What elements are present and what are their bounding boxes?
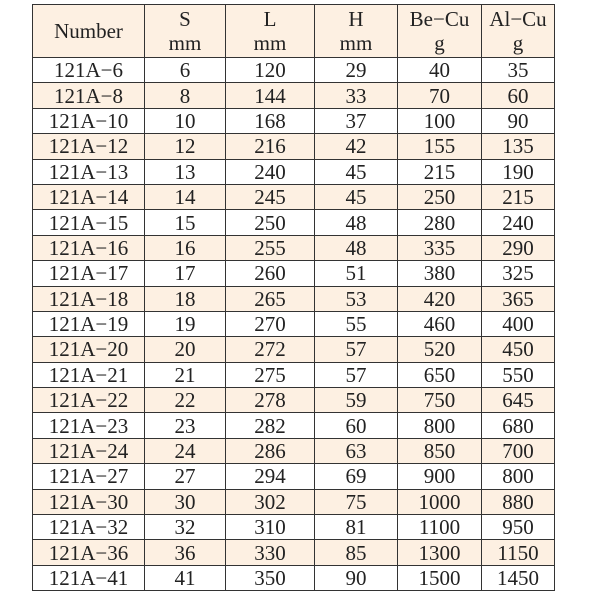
cell-h: 42: [315, 134, 398, 159]
cell-number: 121A−8: [33, 83, 145, 108]
cell-number: 121A−13: [33, 159, 145, 184]
table-row: [33, 108, 555, 133]
cell-s: 18: [145, 286, 226, 311]
cell-s: 16: [145, 235, 226, 260]
header-be-cu: Be−Cu g: [398, 5, 482, 58]
cell-number: 121A−24: [33, 438, 145, 463]
cell-l: 245: [226, 184, 315, 209]
cell-l: 275: [226, 362, 315, 387]
cell-be-cu: 40: [398, 58, 482, 83]
cell-al-cu: 60: [482, 83, 555, 108]
cell-h: 57: [315, 362, 398, 387]
cell-al-cu: 135: [482, 134, 555, 159]
cell-l: 270: [226, 311, 315, 336]
cell-s: 22: [145, 388, 226, 413]
cell-al-cu: 1450: [482, 565, 555, 590]
cell-number: 121A−17: [33, 261, 145, 286]
cell-al-cu: 800: [482, 464, 555, 489]
cell-number: 121A−14: [33, 184, 145, 209]
cell-l: 272: [226, 337, 315, 362]
cell-al-cu: 325: [482, 261, 555, 286]
cell-be-cu: 420: [398, 286, 482, 311]
cell-number: 121A−21: [33, 362, 145, 387]
cell-be-cu: 280: [398, 210, 482, 235]
cell-number: 121A−12: [33, 134, 145, 159]
cell-h: 63: [315, 438, 398, 463]
cell-s: 8: [145, 83, 226, 108]
cell-l: 120: [226, 58, 315, 83]
cell-number: 121A−10: [33, 108, 145, 133]
cell-h: 37: [315, 108, 398, 133]
cell-s: 12: [145, 134, 226, 159]
cell-be-cu: 1000: [398, 489, 482, 514]
cell-h: 85: [315, 540, 398, 565]
table-row: [33, 464, 555, 489]
cell-al-cu: 950: [482, 515, 555, 540]
cell-al-cu: 1150: [482, 540, 555, 565]
cell-l: 302: [226, 489, 315, 514]
cell-s: 27: [145, 464, 226, 489]
spec-table-container: [32, 4, 555, 591]
cell-h: 29: [315, 58, 398, 83]
cell-al-cu: 190: [482, 159, 555, 184]
cell-l: 240: [226, 159, 315, 184]
cell-h: 55: [315, 311, 398, 336]
cell-be-cu: 155: [398, 134, 482, 159]
cell-l: 260: [226, 261, 315, 286]
table-body: [33, 58, 555, 591]
cell-h: 75: [315, 489, 398, 514]
table-row: [33, 540, 555, 565]
cell-l: 350: [226, 565, 315, 590]
cell-s: 20: [145, 337, 226, 362]
cell-number: 121A−36: [33, 540, 145, 565]
cell-be-cu: 520: [398, 337, 482, 362]
cell-al-cu: 550: [482, 362, 555, 387]
cell-l: 265: [226, 286, 315, 311]
header-h: H mm: [315, 5, 398, 58]
cell-al-cu: 290: [482, 235, 555, 260]
cell-be-cu: 100: [398, 108, 482, 133]
table-row: [33, 565, 555, 590]
header-al-cu: Al−Cu g: [482, 5, 555, 58]
cell-be-cu: 750: [398, 388, 482, 413]
table-row: [33, 235, 555, 260]
table-row: [33, 413, 555, 438]
cell-be-cu: 800: [398, 413, 482, 438]
cell-number: 121A−30: [33, 489, 145, 514]
cell-al-cu: 700: [482, 438, 555, 463]
cell-be-cu: 1100: [398, 515, 482, 540]
cell-al-cu: 645: [482, 388, 555, 413]
cell-l: 310: [226, 515, 315, 540]
table-row: [33, 83, 555, 108]
cell-al-cu: 215: [482, 184, 555, 209]
cell-s: 30: [145, 489, 226, 514]
table-row: [33, 438, 555, 463]
cell-al-cu: 365: [482, 286, 555, 311]
table-row: [33, 286, 555, 311]
cell-h: 53: [315, 286, 398, 311]
cell-number: 121A−15: [33, 210, 145, 235]
cell-number: 121A−19: [33, 311, 145, 336]
cell-l: 330: [226, 540, 315, 565]
cell-be-cu: 215: [398, 159, 482, 184]
cell-be-cu: 850: [398, 438, 482, 463]
cell-l: 250: [226, 210, 315, 235]
cell-s: 6: [145, 58, 226, 83]
cell-number: 121A−20: [33, 337, 145, 362]
cell-s: 15: [145, 210, 226, 235]
cell-be-cu: 460: [398, 311, 482, 336]
cell-l: 144: [226, 83, 315, 108]
cell-al-cu: 680: [482, 413, 555, 438]
table-row: [33, 134, 555, 159]
cell-al-cu: 880: [482, 489, 555, 514]
cell-number: 121A−23: [33, 413, 145, 438]
cell-number: 121A−16: [33, 235, 145, 260]
table-row: [33, 515, 555, 540]
cell-be-cu: 250: [398, 184, 482, 209]
cell-l: 255: [226, 235, 315, 260]
cell-h: 45: [315, 184, 398, 209]
cell-h: 57: [315, 337, 398, 362]
cell-be-cu: 70: [398, 83, 482, 108]
cell-h: 33: [315, 83, 398, 108]
cell-l: 168: [226, 108, 315, 133]
cell-s: 19: [145, 311, 226, 336]
cell-h: 81: [315, 515, 398, 540]
cell-number: 121A−18: [33, 286, 145, 311]
cell-number: 121A−22: [33, 388, 145, 413]
table-row: [33, 58, 555, 83]
header-row: [33, 5, 555, 58]
cell-number: 121A−41: [33, 565, 145, 590]
cell-al-cu: 35: [482, 58, 555, 83]
cell-h: 59: [315, 388, 398, 413]
cell-s: 17: [145, 261, 226, 286]
cell-al-cu: 90: [482, 108, 555, 133]
cell-s: 32: [145, 515, 226, 540]
cell-l: 294: [226, 464, 315, 489]
table-row: [33, 210, 555, 235]
table-row: [33, 311, 555, 336]
cell-number: 121A−6: [33, 58, 145, 83]
cell-be-cu: 1500: [398, 565, 482, 590]
cell-s: 14: [145, 184, 226, 209]
table-row: [33, 337, 555, 362]
cell-be-cu: 335: [398, 235, 482, 260]
table-row: [33, 184, 555, 209]
cell-s: 13: [145, 159, 226, 184]
cell-l: 278: [226, 388, 315, 413]
cell-be-cu: 1300: [398, 540, 482, 565]
cell-be-cu: 650: [398, 362, 482, 387]
table-row: [33, 388, 555, 413]
cell-s: 10: [145, 108, 226, 133]
cell-s: 36: [145, 540, 226, 565]
table-row: [33, 261, 555, 286]
cell-s: 24: [145, 438, 226, 463]
cell-h: 45: [315, 159, 398, 184]
cell-al-cu: 240: [482, 210, 555, 235]
header-number: Number: [33, 5, 145, 58]
cell-s: 41: [145, 565, 226, 590]
table-row: [33, 362, 555, 387]
cell-h: 51: [315, 261, 398, 286]
table-row: [33, 159, 555, 184]
cell-l: 286: [226, 438, 315, 463]
cell-number: 121A−32: [33, 515, 145, 540]
cell-al-cu: 400: [482, 311, 555, 336]
cell-al-cu: 450: [482, 337, 555, 362]
cell-h: 60: [315, 413, 398, 438]
cell-h: 48: [315, 210, 398, 235]
cell-be-cu: 380: [398, 261, 482, 286]
cell-h: 48: [315, 235, 398, 260]
cell-h: 69: [315, 464, 398, 489]
cell-be-cu: 900: [398, 464, 482, 489]
cell-l: 216: [226, 134, 315, 159]
cell-h: 90: [315, 565, 398, 590]
cell-s: 23: [145, 413, 226, 438]
cell-number: 121A−27: [33, 464, 145, 489]
cell-l: 282: [226, 413, 315, 438]
cell-s: 21: [145, 362, 226, 387]
table-row: [33, 489, 555, 514]
header-s: S mm: [145, 5, 226, 58]
header-l: L mm: [226, 5, 315, 58]
specification-table: [32, 4, 555, 591]
